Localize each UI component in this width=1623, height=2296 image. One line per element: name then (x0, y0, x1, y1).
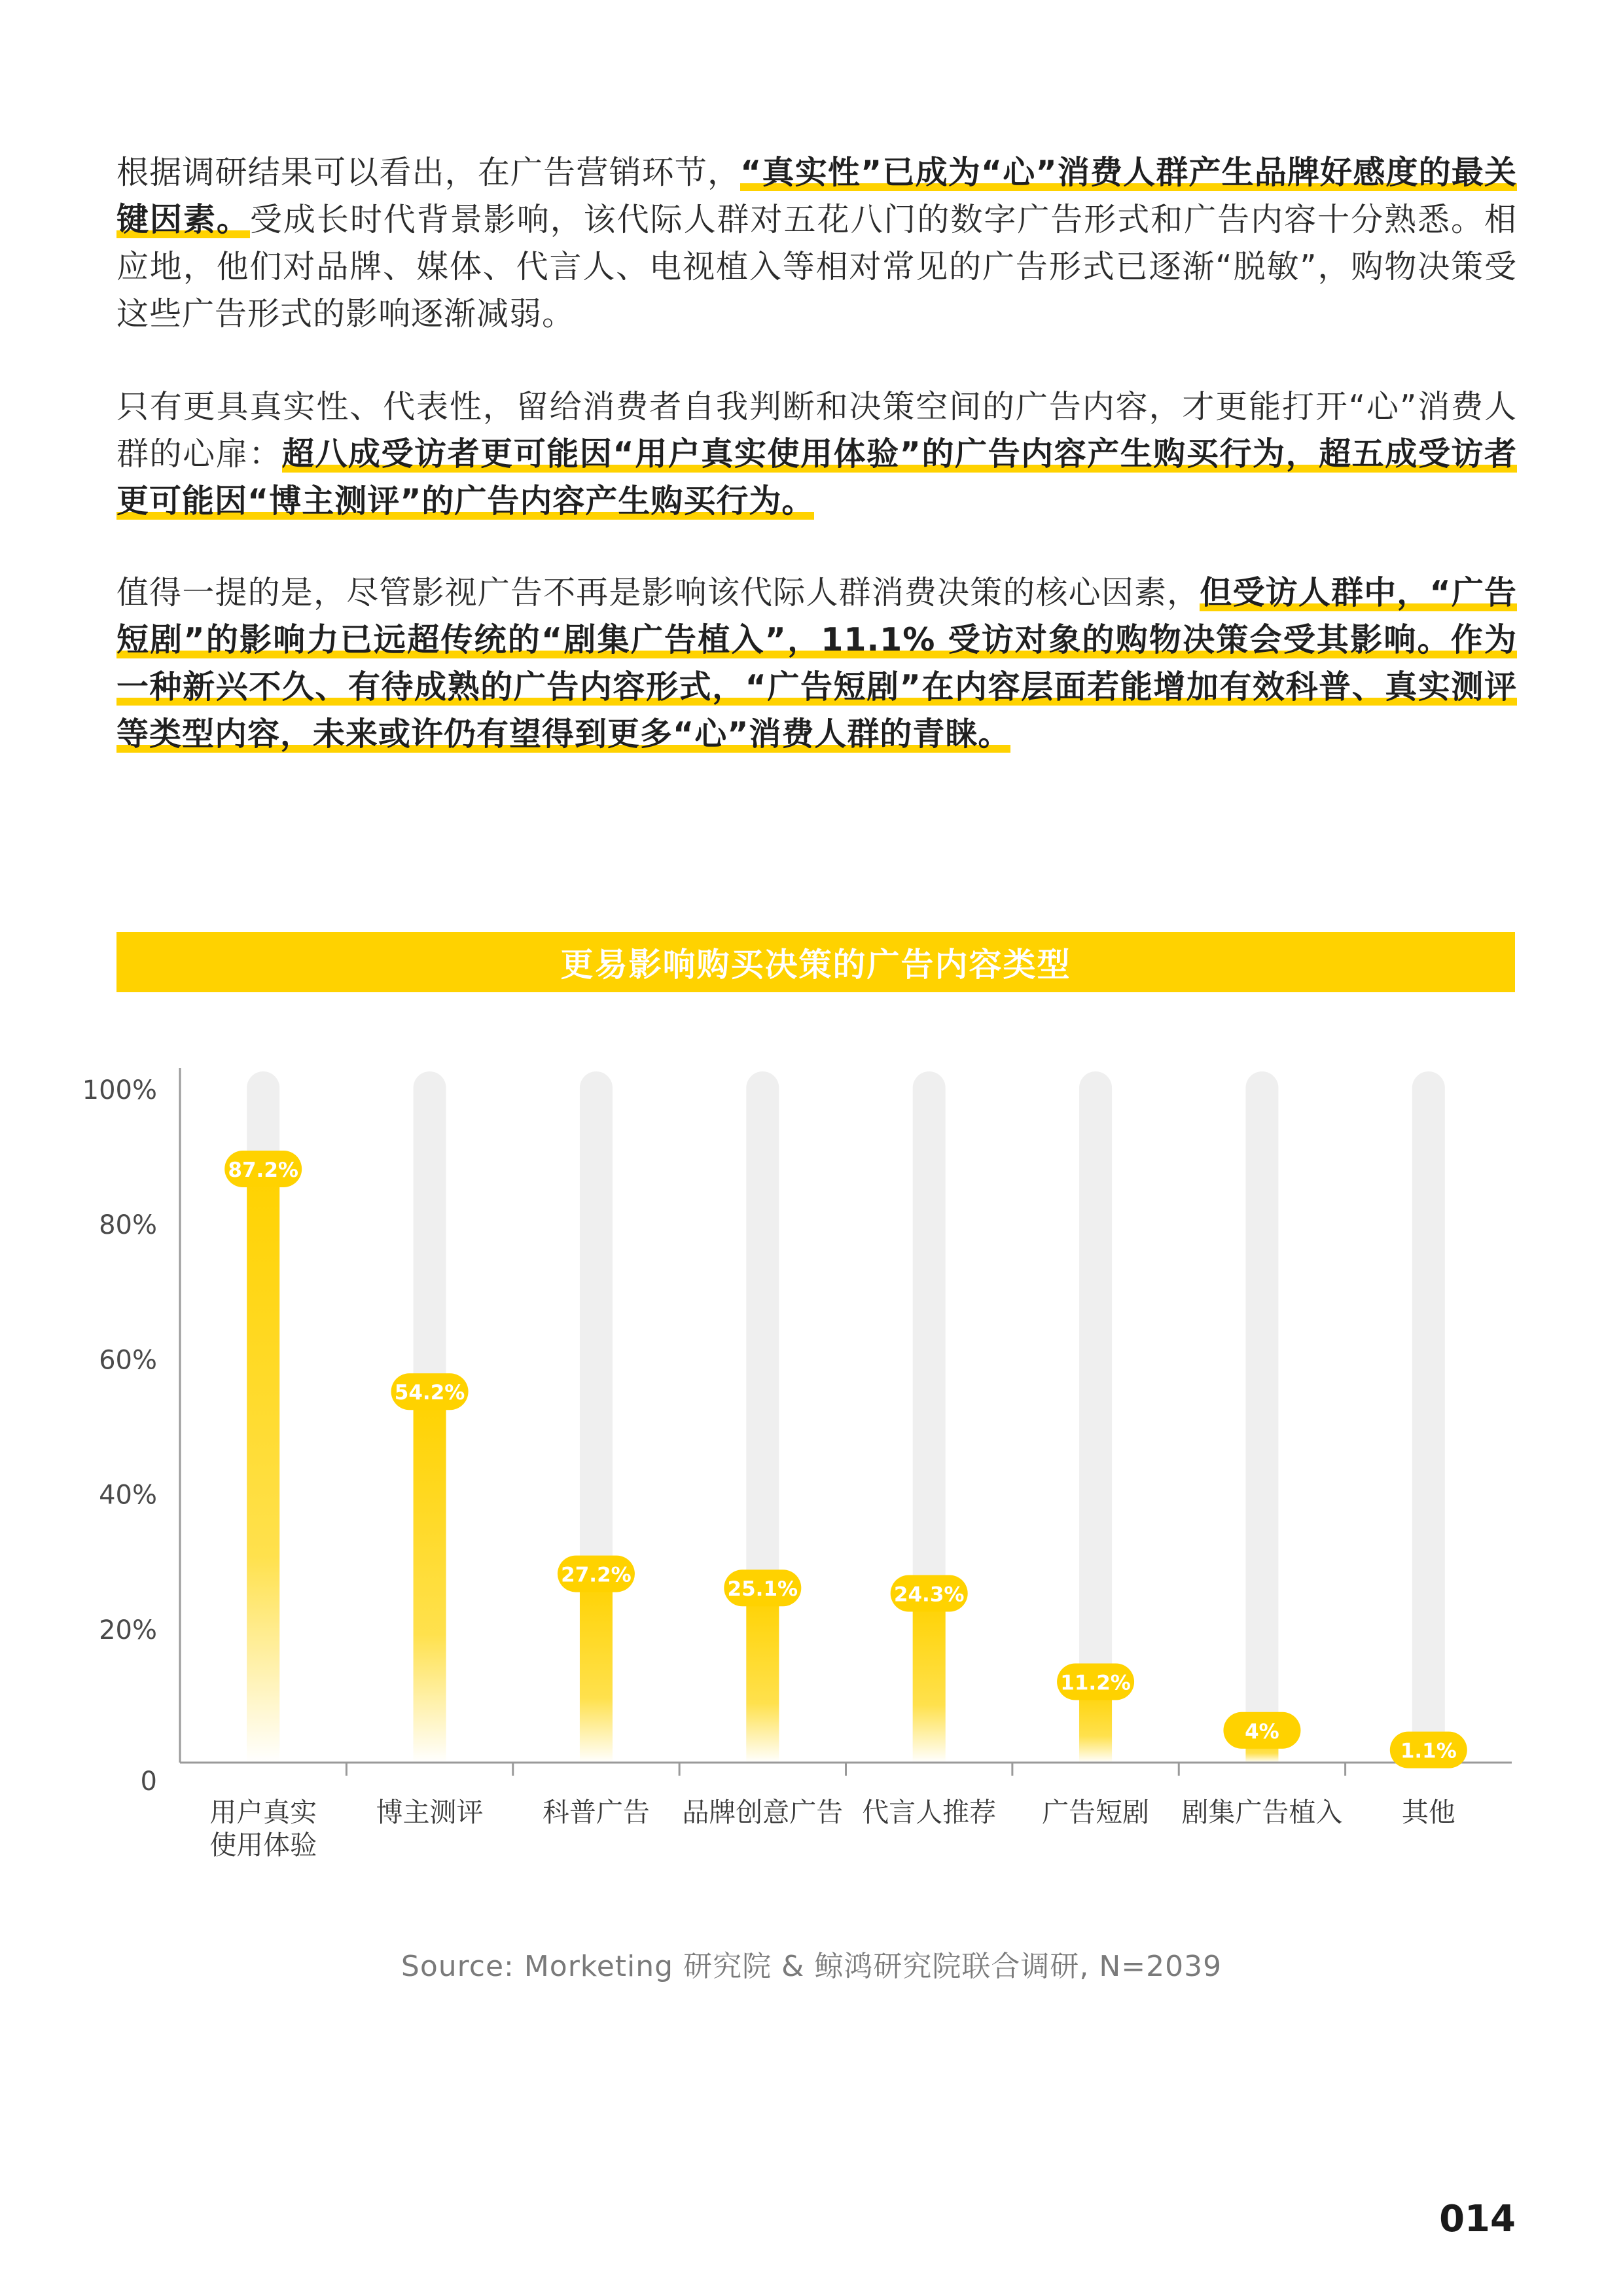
y-tick-label: 20% (99, 1615, 157, 1645)
value-label: 24.3% (893, 1583, 965, 1607)
highlighted-text: “真实性”已成为“心”消费人群产生品牌好感度的最关键因素。 (116, 154, 1517, 238)
paragraph-text: 根据调研结果可以看出，在广告营销环节， (116, 154, 741, 191)
bar-track (1079, 1071, 1112, 1763)
chart-title: 更易影响购买决策的广告内容类型 (116, 932, 1515, 992)
y-tick-label: 100% (82, 1075, 157, 1105)
bar-track (1245, 1071, 1278, 1763)
x-tick-label: 用户真实 (209, 1797, 317, 1828)
highlighted-text: 超八成受访者更可能因“用户真实使用体验”的广告内容产生购买行为，超五成受访者更可能因“博主测评”的广告内容产生购买行为。 (116, 435, 1517, 520)
page-number: 014 (1439, 2198, 1516, 2240)
paragraph-text: 只有更具真实性、代表性，留给消费者自我判断和决策空间的广告内容，才更能打开“心”消费人群的心扉： (116, 388, 1517, 473)
x-tick-label: 剧集广告植入 (1181, 1797, 1343, 1828)
value-label: 87.2% (228, 1158, 298, 1182)
y-tick-label: 40% (99, 1480, 157, 1511)
x-tick-label: 品牌创意广告 (682, 1797, 844, 1828)
value-label: 1.1% (1400, 1739, 1457, 1763)
x-tick-label: 其他 (1401, 1797, 1455, 1828)
value-label: 11.2% (1060, 1671, 1131, 1695)
value-labels (224, 1151, 1467, 1768)
paragraph-text: 值得一提的是，尽管影视广告不再是影响该代际人群消费决策的核心因素， (116, 574, 1200, 611)
bar (913, 1598, 946, 1763)
bar (414, 1397, 446, 1763)
x-tick-label: 使用体验 (209, 1829, 317, 1861)
highlighted-text: 但受访人群中，“广告短剧”的影响力已远超传统的“剧集广告植入”，11.1% 受访对象的购物决策会受其影响。作为一种新兴不久、有待成熟的广告内容形式，“广告短剧”在内容层面若能增加有效科普、真实测评等类型内容，未来或许仍有望得到更多“心”消费人群的青睐。 (116, 574, 1517, 753)
y-tick-label: 60% (99, 1345, 157, 1376)
bar-track (1412, 1071, 1445, 1763)
y-tick-label: 0 (140, 1767, 157, 1797)
value-label: 54.2% (394, 1381, 465, 1405)
y-axis (82, 1068, 180, 1797)
paragraph-text: 受成长时代背景影响，该代际人群对五花八门的数字广告形式和广告内容十分熟悉。相应地，他们对品牌、媒体、代言人、电视植入等相对常见的广告形式已逐渐“脱敏”，购物决策受这些广告形式的影响逐渐减弱。 (116, 201, 1517, 332)
x-tick-label: 代言人推荐 (862, 1797, 997, 1828)
value-label: 25.1% (727, 1577, 798, 1602)
bar (580, 1579, 613, 1763)
bar (247, 1174, 279, 1763)
y-tick-label: 80% (99, 1210, 157, 1241)
x-tick-label: 科普广告 (542, 1797, 650, 1828)
x-tick-label: 博主测评 (376, 1797, 484, 1828)
short-drama-paragraph (116, 569, 1517, 758)
bar-chart (0, 1047, 1623, 1892)
intro-paragraph (116, 149, 1517, 338)
value-label: 4% (1245, 1719, 1279, 1744)
x-axis (180, 1763, 1512, 1861)
source-note: Source: Morketing 研究院 & 鲸鸿研究院联合调研, N=2039 (401, 1950, 1222, 1983)
authenticity-paragraph (116, 384, 1517, 525)
x-tick-label: 广告短剧 (1042, 1797, 1150, 1828)
value-label: 27.2% (561, 1563, 632, 1587)
bar (746, 1593, 779, 1763)
